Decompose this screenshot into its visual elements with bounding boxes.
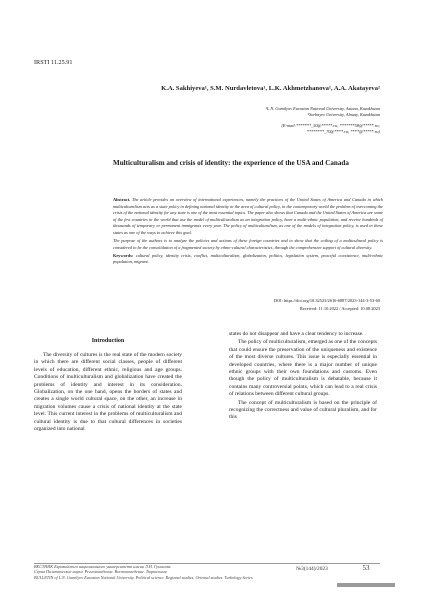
keywords-text: cultural policy, identity crisis, conflict, multiculturalism, globalization, politics, legislation system, peaceful coexistence, multi-ethnic population, migrant. bbox=[113, 252, 383, 265]
footer-journal-info bbox=[34, 564, 274, 580]
affiliation-2: ²Sorbayev University, Almaty, Kazakhstan bbox=[307, 112, 380, 118]
right-column bbox=[229, 331, 377, 423]
keywords-label: Keywords: bbox=[113, 252, 134, 258]
authors-line: K.A. Sakhiyeva¹, S.M. Nurdavletova¹, L.K. Akhmetzhanova¹, A.A. Akatayeva² bbox=[161, 85, 380, 92]
abstract-paragraph-1: The article provides an overview of international experiences, namely the practices of the United States of America and Canada in which multiculturalism acts as a state policy in defining national identity in the area of cultural policy, in the contemporary world the problem of overcoming the crisis of the national identity for any state is one of the most essential topics. The paper also shows that Canada and the United States of America are some of the few countries in the world that use the model of multiculturalism as an integration policy, have a multi-ethnic population, and receive hundreds of thousands of temporary or permanent immigrants every year. The policy of multiculturalism, as one of the models of integration policy, is used in these states as one of the ways to achieve this goal. bbox=[113, 197, 383, 235]
footer-line-1: ВЕСТНИК Евразийского национального университета имени Л.Н. Гумилева. bbox=[34, 564, 172, 569]
received-accepted-dates: Received: 11.10.2022 / Accepted: 10.08.2023 bbox=[299, 305, 380, 311]
abstract-block bbox=[113, 197, 383, 267]
affiliation-1: ¹L.N. Gumilyov Eurasian National University, Astana, Kazakhstan bbox=[265, 106, 380, 111]
left-paragraph-1: The diversity of cultures is the real state of the modern society in which there are different social classes, people of different levels of education, different ethnic, religious and age groups. Conditions of multiculturalism and globalization have created the problems of identity and interest in its consideration. Globalization, on the one hand, opens the borders of states and creates a single world cultural space, on the other, an increase in migration volumes cause a crisis of national identity at the state level. This current interest in the problems of multiculturalism and cultural identity is due to that cultural differences in societies organized into national bbox=[34, 352, 182, 433]
email-line-2: ********_70@****.ru; ****@*****.ru) bbox=[306, 128, 380, 134]
page-number: 53 bbox=[362, 564, 370, 572]
footer-line-2: Серия Политические науки. Регионоведение. Востоковедение. Тюркология bbox=[34, 569, 167, 575]
left-column bbox=[34, 338, 182, 434]
doi-block bbox=[274, 297, 380, 312]
right-paragraph-1: states do not disappear and have a clear tendency to increase. bbox=[229, 331, 364, 337]
email-line-1: (E-mail:*******_50@*****.ru; *******58@*****.ru; bbox=[281, 122, 380, 128]
abstract-label: Abstract. bbox=[113, 197, 131, 202]
doi-link[interactable]: DOI: https://doi.org/10.32523/2616-6887/2023-144-3-53-60 bbox=[273, 298, 380, 303]
irsti-code: IRSTI 11.25.91 bbox=[34, 59, 73, 66]
page-number-bar bbox=[337, 583, 395, 587]
right-paragraph-3: The concept of multiculturalism is based on the principle of recognizing the correctness and value of cultural pluralism, and for this bbox=[229, 399, 377, 421]
article-title: Multiculturalism and crisis of identity: the experience of the USA and Canada bbox=[113, 159, 349, 167]
abstract-paragraph-2: The purpose of the authors is to analyze the policies and actions of these foreign countries and to show that the coiling of a multicultural policy is considered to be the consolidation of a fragmented society by ethno-cultural characteristics, through the comprehensive support of cultural diversity. bbox=[113, 237, 383, 250]
issue-number: №3(144)/2023 bbox=[296, 566, 328, 572]
introduction-heading: Introduction bbox=[91, 338, 125, 344]
footer-line-3: BULLETIN of L.N. Gumilyov Eurasian National University. Political science. Regional studies. Oriental studies. Turkology Series bbox=[34, 574, 253, 580]
right-paragraph-2: The policy of multiculturalism, emerged as one of the concepts that could ensure the preservation of the uniqueness and existence of the most diverse cultures. This issue is especially essential in developed countries, where there is a major number of unique ethnic groups with their own foundations and customs. Even though the policy of multiculturalism is debatable, because it contains many controversial points, which can lead to a real crisis of relations between different cultural groups. bbox=[229, 339, 377, 398]
affiliations-block bbox=[80, 106, 380, 135]
keywords-line bbox=[113, 253, 383, 266]
